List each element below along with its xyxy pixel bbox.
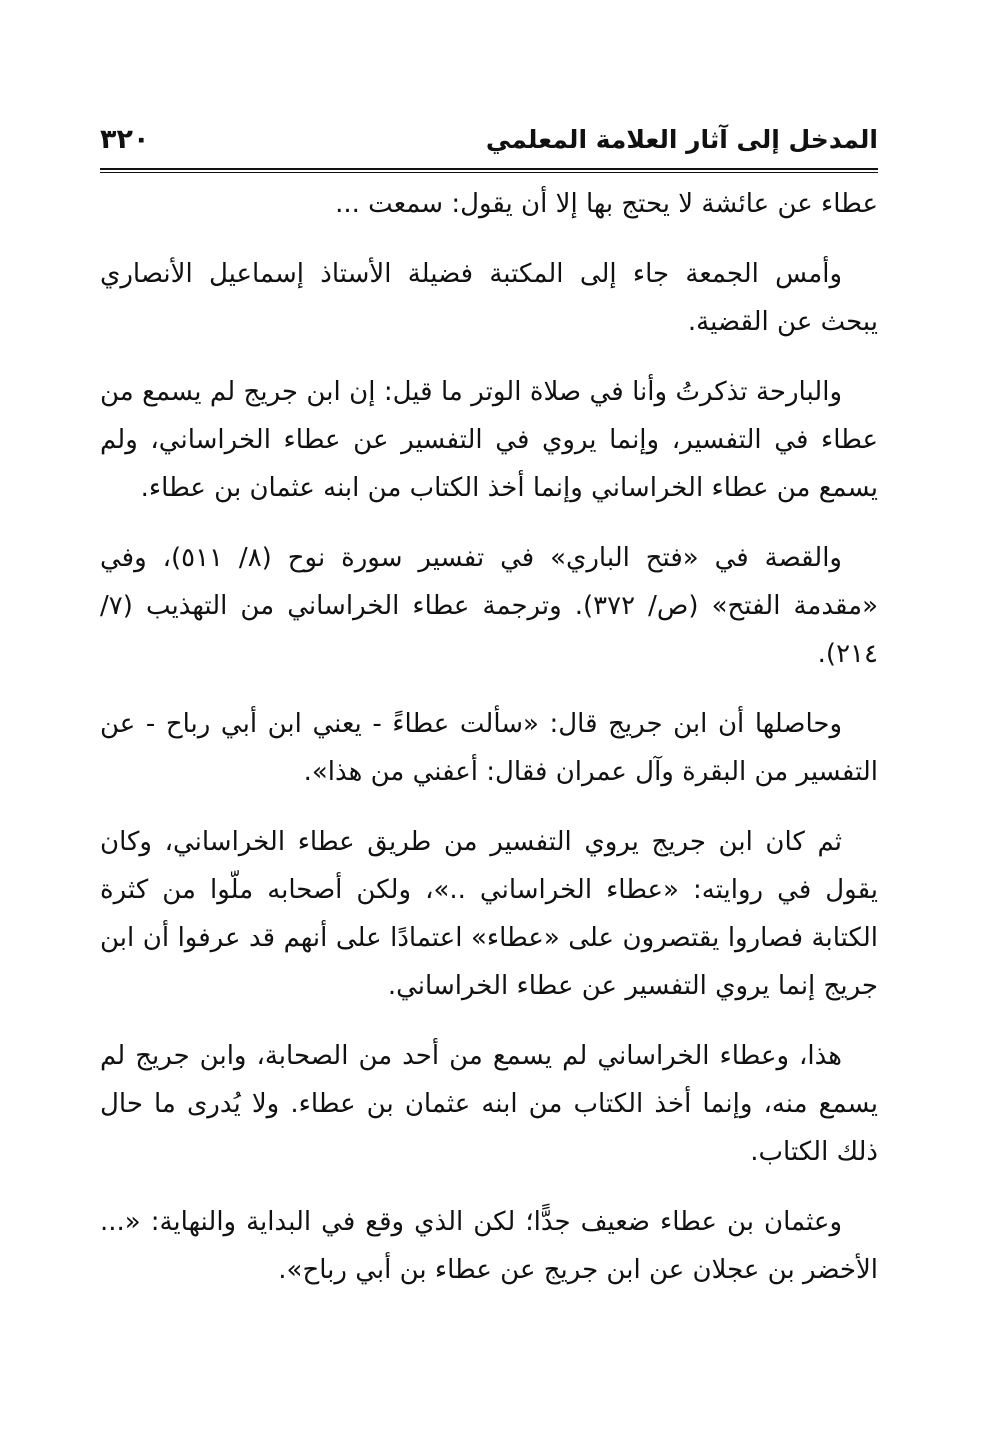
paragraph-3: والبارحة تذكرتُ وأنا في صلاة الوتر ما قيل: إن ابن جريج لم يسمع من عطاء في التفسير، وإنما يروي في التفسير عن عطاء الخراساني، ولم يسمع من عطاء الخراساني وإنما أخذ الكتاب من ابنه عثمان بن عطاء. bbox=[100, 377, 878, 503]
page-header bbox=[100, 118, 878, 166]
paragraph-5: وحاصلها أن ابن جريج قال: «سألت عطاءً - يعني ابن أبي رباح - عن التفسير من البقرة وآل عمران فقال: أعفني من هذا». bbox=[100, 709, 878, 787]
paragraph-4: والقصة في «فتح الباري» في تفسير سورة نوح (٨/ ٥١١)، وفي «مقدمة الفتح» (ص/ ٣٧٢). وترجمة عطاء الخراساني من التهذيب (٧/ ٢١٤). bbox=[100, 543, 878, 669]
paragraph-6: ثم كان ابن جريج يروي التفسير من طريق عطاء الخراساني، وكان يقول في روايته: «عطاء الخراساني ..»، ولكن أصحابه ملّوا من كثرة الكتابة فصاروا يقتصرون على «عطاء» اعتمادًا على أنهم قد عرفوا أن ابن جريج إنما يروي التفسير عن عطاء الخراساني. bbox=[100, 827, 878, 1001]
running-title: المدخل إلى آثار العلامة المعلمي bbox=[485, 125, 878, 154]
page-number: ٣٢٠ bbox=[100, 124, 150, 155]
paragraph-8: وعثمان بن عطاء ضعيف جدًّا؛ لكن الذي وقع في البداية والنهاية: «... الأخضر بن عجلان عن ابن جريج عن عطاء بن أبي رباح». bbox=[100, 1207, 878, 1285]
body-text bbox=[100, 180, 878, 1316]
paragraph-1: عطاء عن عائشة لا يحتج بها إلا أن يقول: سمعت ... bbox=[335, 189, 878, 219]
paragraph-2: وأمس الجمعة جاء إلى المكتبة فضيلة الأستاذ إسماعيل الأنصاري يبحث عن القضية. bbox=[100, 259, 878, 337]
header-rule-thin bbox=[100, 172, 878, 173]
paragraph-7: هذا، وعطاء الخراساني لم يسمع من أحد من الصحابة، وابن جريج لم يسمع منه، وإنما أخذ الكتاب من ابنه عثمان بن عطاء. ولا يُدرى ما حال ذلك الكتاب. bbox=[100, 1041, 878, 1167]
header-rule bbox=[100, 168, 878, 170]
